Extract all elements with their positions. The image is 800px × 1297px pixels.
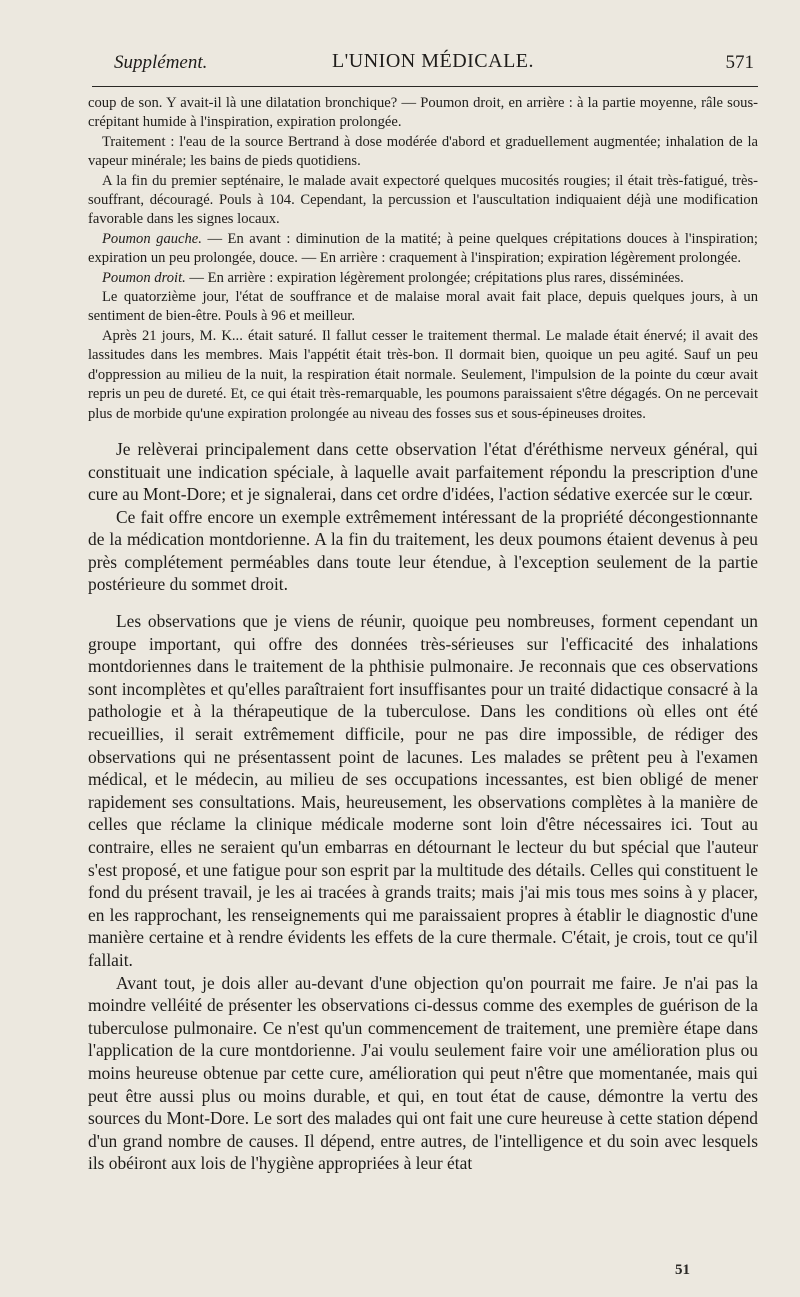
commentary — [88, 438, 758, 596]
right-lung-label: Poumon droit. — [102, 269, 186, 286]
large-paragraph-3: Les observations que je viens de réunir, quoique peu nombreuses, forment cependant un groupe important, qui offre des données très-sérieuses sur l'efficacité des inhalations montdoriennes dans le traitement de la phthisie pulmonaire. Je reconnais que ces observations sont incomplètes et qu'elles paraîtraient fort insuffisantes pour un traité didactique consacré à la pathologie et à la thérapeutique de la tuberculose. Dans les conditions où elles ont été recueillies, il serait extrêmement difficile, pour ne pas dire impossible, de rédiger des observations qui ne présentassent point de lacunes. Les malades se prêtent peu à l'examen médical, et le médecin, au milieu de ses occupations incessantes, est bien obligé de mener rapidement ses consultations. Mais, heureusement, les observations complètes à la manière de celles que réclame la clinique médicale moderne sont loin d'être nécessaires ici. Tout au contraire, elles ne seraient qu'un embarras en détournant le lecteur du but spécial que l'auteur s'est proposé, et une fatigue pour son esprit par la multitude des détails. Celles qui constituent le fond du présent travail, je les ai tracées à grands traits; mais j'ai mis tous mes soins à y placer, en les rapprochant, les renseignements qui me paraissaient propres à établir le diagnostic d'une manière certaine et à rendre évidents les effets de la cure thermale. C'était, je crois, tout ce qu'il fallait. — [88, 611, 758, 970]
large-paragraph-2: Ce fait offre encore un exemple extrêmement intéressant de la propriété décongestionnante de la médication montdorienne. A la fin du traitement, les deux poumons étaient devenus à peu près complétement perméables dans toute leur étendue, à l'exception seulement de la partie postérieure du sommet droit. — [88, 506, 758, 595]
sheet-signature: 51 — [675, 1262, 690, 1278]
observation-notes — [88, 94, 758, 424]
small-paragraph-2: Traitement : l'eau de la source Bertrand à dose modérée d'abord et graduellement augmentée; inhalation de la vapeur minérale; les bains de pieds quotidiens. — [88, 133, 758, 170]
small-paragraph-4 — [88, 230, 758, 269]
page-number: 571 — [725, 52, 754, 73]
small-paragraph-1: coup de son. Y avait-il là une dilatation bronchique? — Poumon droit, en arrière : à la partie moyenne, râle sous-crépitant humide à l'inspiration, expiration prolongée. — [88, 95, 758, 131]
right-lung-text: — En arrière : expiration légèrement prolongée; crépitations plus rares, disséminées. — [185, 269, 684, 286]
large-paragraph-4: Avant tout, je dois aller au-devant d'une objection qu'on pourrait me faire. Je n'ai pas la moindre velléité de présenter les observations ci-dessus comme des exemples de guérison de la tuberculose pulmonaire. Ce n'est qu'un commencement de traitement, une première étape dans l'application de la cure montdorienne. J'ai voulu seulement faire voir une amélioration plus ou moins heureuse obtenue par cette cure, amélioration qui peut n'être que momentanée, mais qui peut être aussi plus ou moins durable, et qui, en tout état de cause, démontre la vertu des sources du Mont-Dore. Le sort des malades qui ont fait une cure heureuse à cette station dépend d'un grand nombre de causes. Il dépend, entre autres, de l'intelligence et du soin avec lesquels ils obéiront aux lois de l'hygiène appropriées à leur état — [88, 972, 758, 1174]
conclusion — [88, 610, 758, 1175]
large-paragraph-1: Je relèverai principalement dans cette observation l'état d'éréthisme nerveux général, qui constituait une indication spéciale, à laquelle avait parfaitement répondu la prescription d'une cure au Mont-Dore; et je signalerai, dans cet ordre d'idées, l'action sédative exercée sur le cœur. — [88, 438, 758, 505]
small-paragraph-3: A la fin du premier septénaire, le malade avait expectoré quelques mucosités rougies; il était très-fatigué, très-souffrant, découragé. Pouls à 104. Cependant, la percussion et l'auscultation indiquaient déjà une modification favorable dans les signes locaux. — [88, 172, 758, 228]
left-lung-label: Poumon gauche. — [102, 230, 202, 247]
journal-title: L'UNION MÉDICALE. — [331, 50, 535, 72]
small-paragraph-7: Après 21 jours, M. K... était saturé. Il fallut cesser le traitement thermal. Le malade était énervé; il avait des lassitudes dans les membres. Mais l'appétit était très-bon. Il dormait bien, quoique un peu agité. Sauf un peu d'oppression au milieu de la nuit, la respiration était normale. Seulement, l'impulsion de la pointe du cœur avait repris un peu de dureté. Et, ce qui était très-remarquable, les poumons paraissaient s'être dégagés. On ne percevait plus de morbide qu'une expiration prolongée au niveau des fosses sus et sous-épineuses droites. — [88, 327, 758, 422]
running-header — [108, 48, 758, 78]
header-rule — [92, 86, 758, 87]
page-body — [88, 94, 758, 1175]
header-section-label: Supplément. — [114, 52, 208, 73]
left-lung-text: — En avant : diminution de la matité; à peine quelques crépitations douces à l'inspiration; expiration un peu prolongée, douce. — En arrière : craquement à l'inspiration; expiration légèrement prolongée. — [88, 230, 758, 267]
small-paragraph-6: Le quatorzième jour, l'état de souffrance et de malaise moral avait fait place, depuis quelques jours, à un sentiment de bien-être. Pouls à 96 et meilleur. — [88, 289, 758, 325]
small-paragraph-5 — [88, 269, 758, 288]
